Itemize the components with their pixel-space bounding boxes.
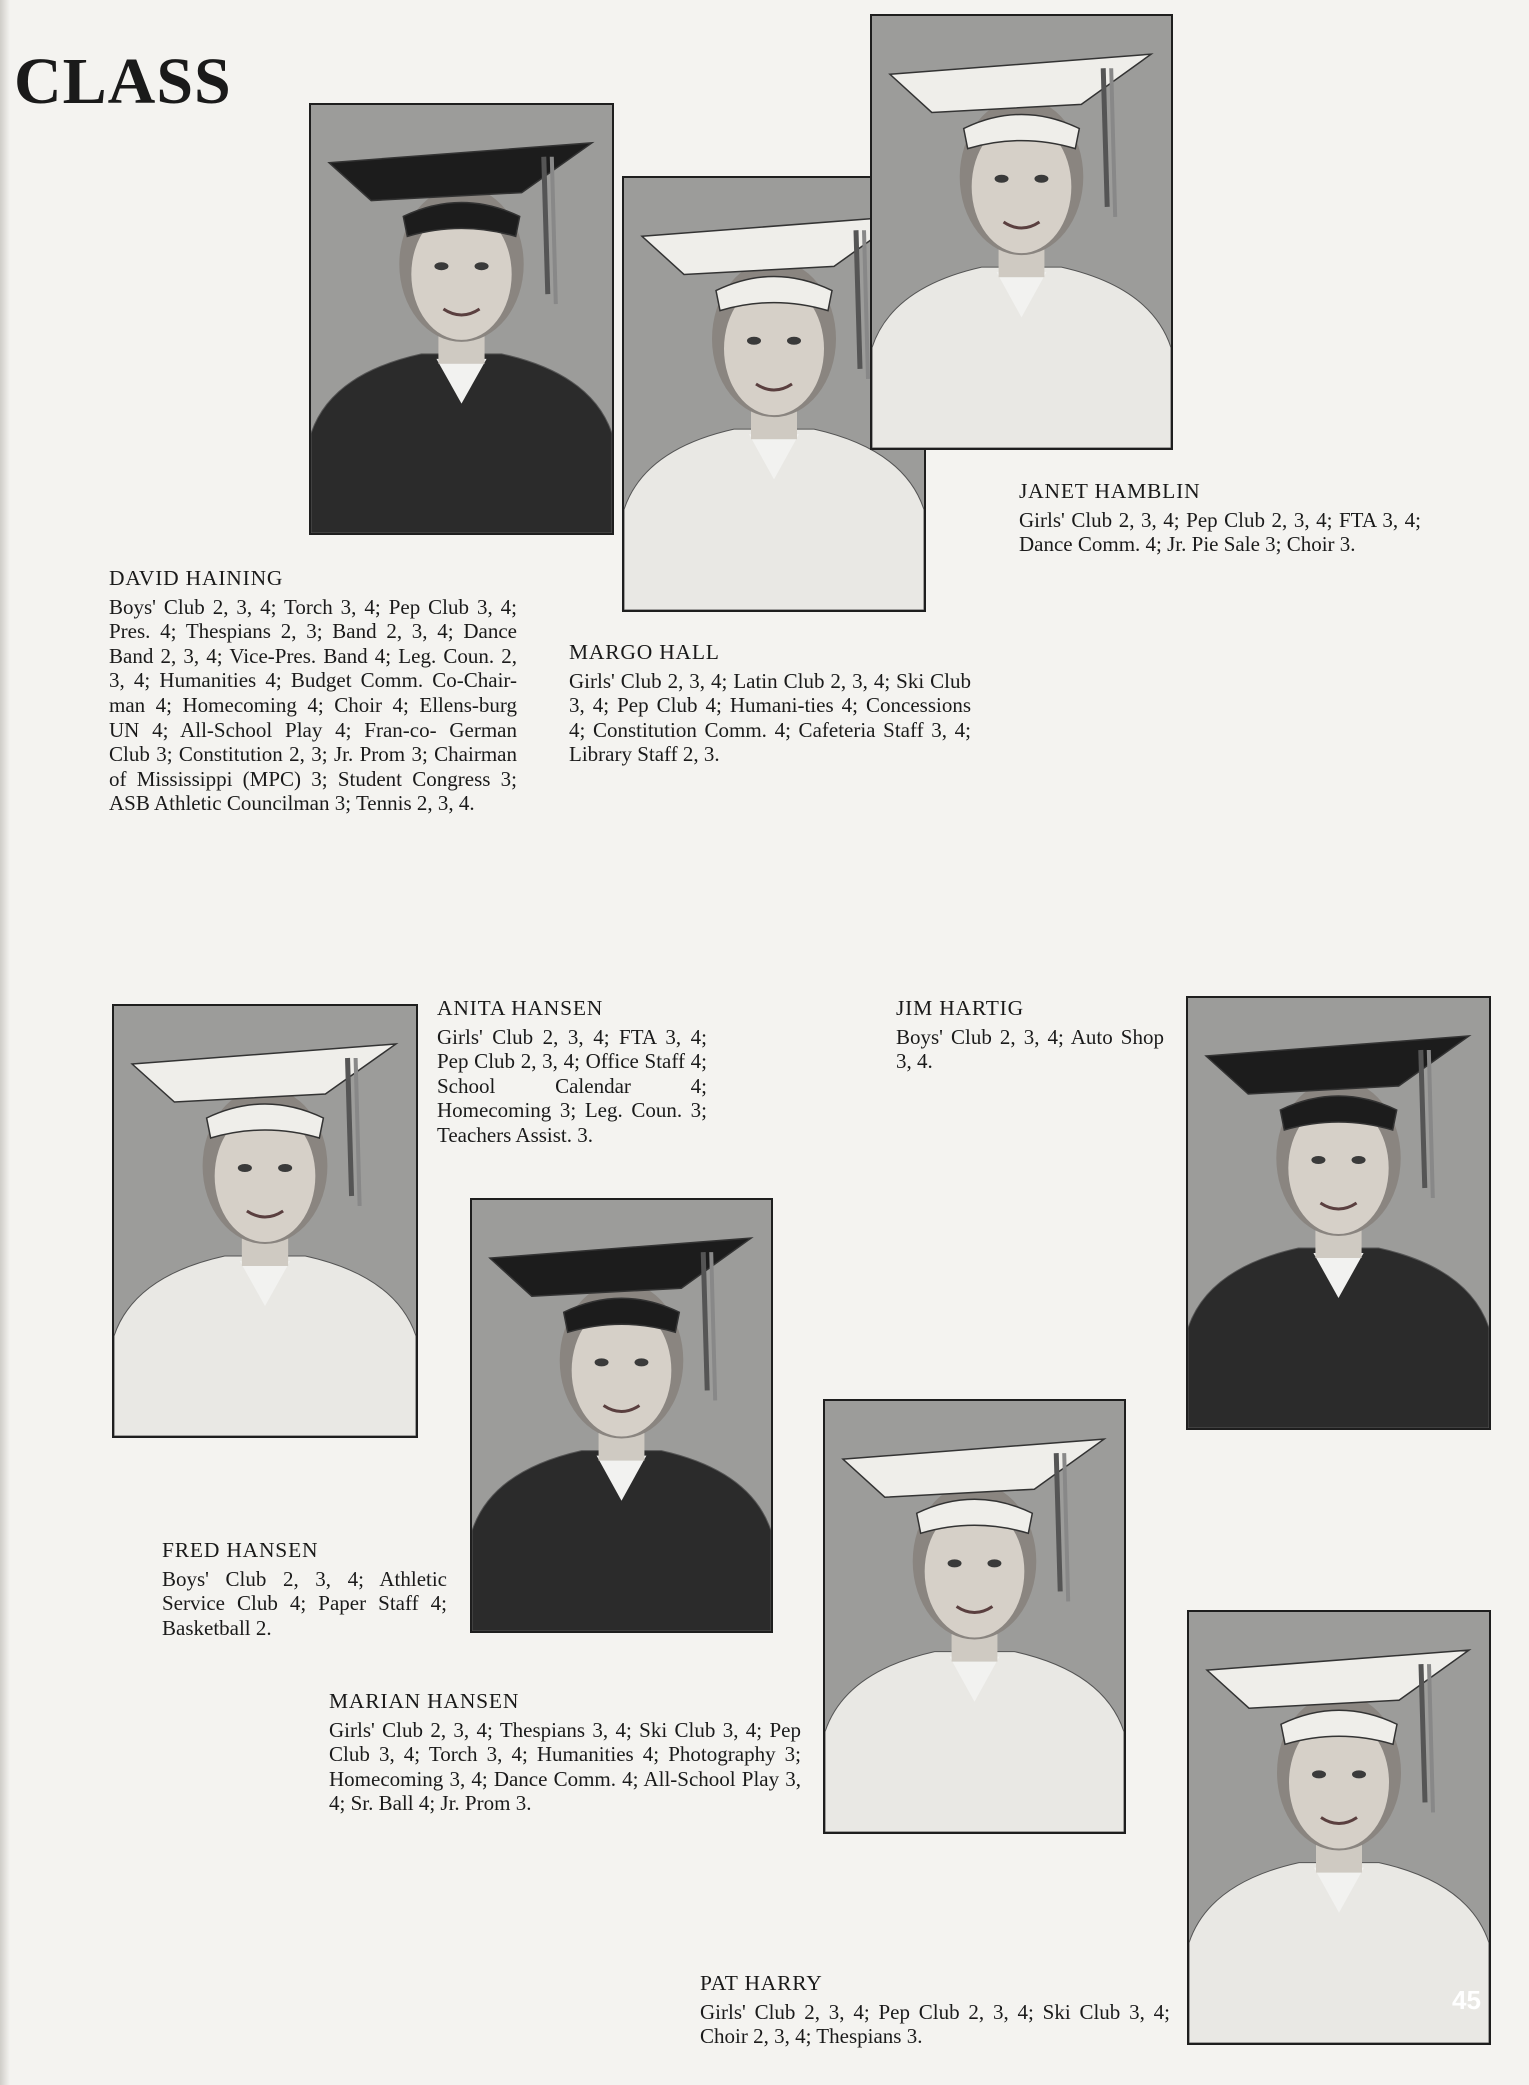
right-eye	[987, 1559, 1001, 1567]
student-activities: Boys' Club 2, 3, 4; Auto Shop 3, 4.	[896, 1024, 1164, 1074]
portrait-david-haining	[309, 103, 614, 535]
portrait-marian-hansen	[823, 1399, 1126, 1834]
student-name: PAT HARRY	[700, 1971, 823, 1995]
right-eye	[475, 262, 489, 270]
right-eye	[1034, 175, 1048, 183]
portrait-drawing	[114, 1006, 416, 1436]
portrait-drawing	[311, 105, 612, 533]
portrait-drawing	[825, 1401, 1124, 1832]
student-name: MARIAN HANSEN	[329, 1689, 520, 1713]
portrait-drawing	[1189, 1612, 1489, 2043]
student-activities: Girls' Club 2, 3, 4; Pep Club 2, 3, 4; Ski Club 3, 4; Choir 2, 3, 4; Thespians 3.	[700, 1999, 1170, 2049]
student-activities: Girls' Club 2, 3, 4; Latin Club 2, 3, 4; Ski Club 3, 4; Pep Club 4; Humani-ties 4; Concessions 4; Constitution Comm. 4; Cafeteria Staff 3, 4; Library Staff 2, 3.	[569, 668, 971, 767]
student-name: MARGO HALL	[569, 640, 720, 664]
caption-anita-hansen	[437, 996, 707, 1148]
left-eye	[434, 262, 448, 270]
student-name: DAVID HAINING	[109, 566, 284, 590]
portrait-anita-hansen	[112, 1004, 418, 1438]
caption-janet-hamblin	[1019, 479, 1421, 557]
student-activities: Girls' Club 2, 3, 4; Pep Club 2, 3, 4; FTA 3, 4; Dance Comm. 4; Jr. Pie Sale 3; Choir 3.	[1019, 507, 1421, 557]
portrait-pat-harry	[1187, 1610, 1491, 2045]
left-eye	[995, 175, 1009, 183]
portrait-janet-hamblin	[870, 14, 1173, 450]
page-heading: CLASS	[14, 45, 232, 118]
left-eye	[1311, 1156, 1325, 1164]
right-eye	[1352, 1770, 1366, 1778]
page-number: 45	[1452, 1985, 1481, 2015]
student-activities: Girls' Club 2, 3, 4; Thespians 3, 4; Ski Club 3, 4; Pep Club 3, 4; Torch 3, 4; Humanities 4; Photography 3; Homecoming 3, 4; Dance Comm. 4; All-School Play 3, 4; Sr. Ball 4; Jr. Prom 3.	[329, 1717, 801, 1816]
left-eye	[948, 1559, 962, 1567]
student-name: JANET HAMBLIN	[1019, 479, 1201, 503]
right-eye	[634, 1358, 648, 1366]
student-activities: Boys' Club 2, 3, 4; Athletic Service Club 4; Paper Staff 4; Basketball 2.	[162, 1566, 447, 1640]
left-eye	[1312, 1770, 1326, 1778]
caption-jim-hartig	[896, 996, 1164, 1074]
right-eye	[1352, 1156, 1366, 1164]
caption-david-haining	[109, 566, 517, 816]
left-eye	[595, 1358, 609, 1366]
portrait-jim-hartig	[1186, 996, 1491, 1430]
student-name: FRED HANSEN	[162, 1538, 319, 1562]
right-eye	[278, 1164, 292, 1172]
page-binding-edge	[0, 0, 10, 2085]
student-activities: Boys' Club 2, 3, 4; Torch 3, 4; Pep Club 3, 4; Pres. 4; Thespians 2, 3; Band 2, 3, 4; Dance Band 2, 3, 4; Vice-Pres. Band 4; Leg. Coun. 2, 3, 4; Humanities 4; Budget Comm. Co-Chair-man 4; Homecoming 4; Choir 4; Ellens-burg UN 4; All-School Play 4; Fran-co- German Club 3; Constitution 2, 3; Jr. Prom 3; Chairman of Mississippi (MPC) 3; Student Congress 3; ASB Athletic Councilman 3; Tennis 2, 3, 4.	[109, 594, 517, 816]
portrait-fred-hansen	[470, 1198, 773, 1633]
student-name: ANITA HANSEN	[437, 996, 604, 1020]
portrait-drawing	[872, 16, 1171, 448]
left-eye	[747, 337, 761, 345]
portrait-drawing	[1188, 998, 1489, 1428]
caption-margo-hall	[569, 640, 971, 767]
student-activities: Girls' Club 2, 3, 4; FTA 3, 4; Pep Club 2, 3, 4; Office Staff 4; School Calendar 4; Homecoming 3; Leg. Coun. 3; Teachers Assist. 3.	[437, 1024, 707, 1147]
right-eye	[787, 337, 801, 345]
portrait-drawing	[472, 1200, 771, 1631]
caption-pat-harry	[700, 1971, 1170, 2049]
student-name: JIM HARTIG	[896, 996, 1024, 1020]
left-eye	[238, 1164, 252, 1172]
caption-marian-hansen	[329, 1689, 801, 1816]
caption-fred-hansen	[162, 1538, 447, 1640]
